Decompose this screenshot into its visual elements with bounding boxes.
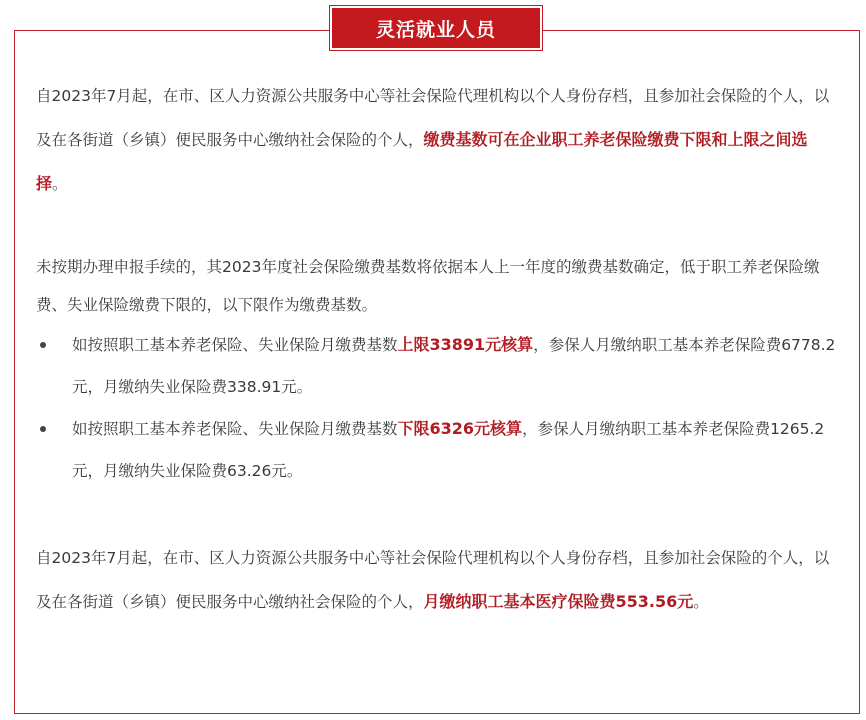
bullet-2-after: ，参保人月缴纳职工基本养老保险费1265.2元，月缴纳失业保险费63.26元。 [72,420,825,480]
paragraph-1-highlight: 缴费基数可在企业职工养老保险缴费下限和上限之间选择 [36,130,808,193]
bullet-item-upper [36,324,838,408]
bullet-1-before: 如按照职工基本养老保险、失业保险月缴费基数 [72,336,398,354]
paragraph-3-highlight: 月缴纳职工基本医疗保险费553.56元 [423,592,694,611]
paragraph-2-text: 未按期办理申报手续的，其2023年度社会保险缴费基数将依据本人上一年度的缴费基数确定，低于职工养老保险缴费、失业保险缴费下限的，以下限作为缴费基数。 [36,258,820,314]
paragraph-1 [36,74,838,206]
bullet-1-highlight: 上限33891元核算 [397,335,534,354]
bullet-2-highlight: 下限6326元核算 [397,419,523,438]
paragraph-1-end: 。 [52,175,68,193]
bullet-1-after: ，参保人月缴纳职工基本养老保险费6778.2元，月缴纳失业保险费338.91元。 [72,336,836,396]
bullet-list [36,324,838,492]
paragraph-3 [36,536,838,624]
paragraph-3-end: 。 [693,593,709,611]
bullet-item-lower [36,408,838,492]
article-body [36,74,838,624]
bullet-2-before: 如按照职工基本养老保险、失业保险月缴费基数 [72,420,398,438]
section-title: 灵活就业人员 [375,18,496,41]
paragraph-2 [36,248,838,324]
spacer [36,492,838,536]
section-title-badge [330,6,542,50]
bullet-dot-icon [40,342,46,348]
spacer [36,206,838,248]
paragraph-3-text: 自2023年7月起，在市、区人力资源公共服务中心等社会保险代理机构以个人身份存档，且参加社会保险的个人，以及在各街道（乡镇）便民服务中心缴纳社会保险的个人， [36,549,830,611]
bullet-dot-icon [40,426,46,432]
paragraph-1-text: 自2023年7月起，在市、区人力资源公共服务中心等社会保险代理机构以个人身份存档，且参加社会保险的个人，以及在各街道（乡镇）便民服务中心缴纳社会保险的个人， [36,87,830,149]
